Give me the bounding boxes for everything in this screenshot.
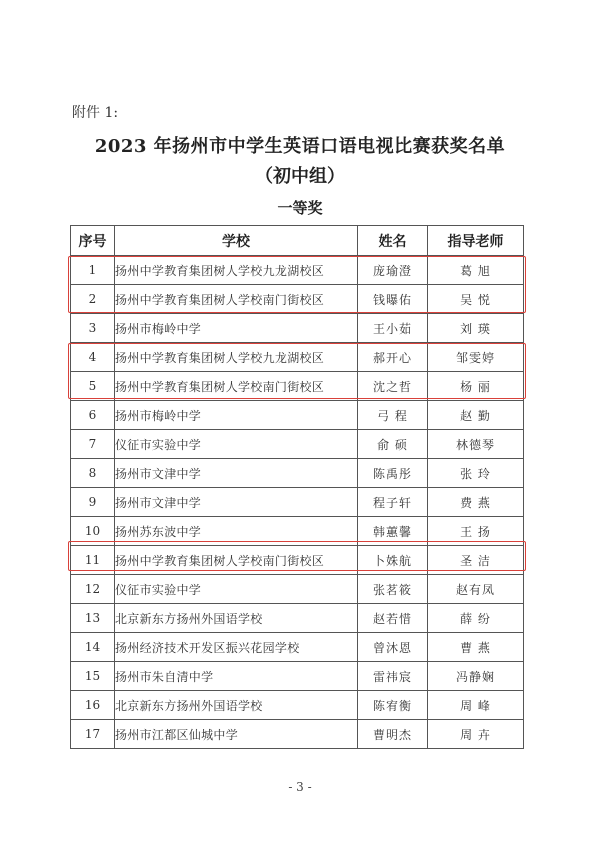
cell-no: 11 <box>71 546 115 575</box>
cell-name: 张茗筱 <box>358 575 428 604</box>
cell-school: 扬州中学教育集团树人学校南门街校区 <box>115 372 358 401</box>
cell-no: 10 <box>71 517 115 546</box>
cell-school: 仪征市实验中学 <box>115 430 358 459</box>
cell-name: 程子轩 <box>358 488 428 517</box>
cell-name: 郝开心 <box>358 343 428 372</box>
cell-teacher: 王 扬 <box>428 517 524 546</box>
cell-no: 1 <box>71 256 115 285</box>
cell-school: 扬州中学教育集团树人学校九龙湖校区 <box>115 256 358 285</box>
cell-no: 7 <box>71 430 115 459</box>
cell-name: 钱曝佑 <box>358 285 428 314</box>
cell-school: 扬州中学教育集团树人学校南门街校区 <box>115 546 358 575</box>
table-row <box>71 488 524 517</box>
cell-name: 雷祎宸 <box>358 662 428 691</box>
table-row <box>71 343 524 372</box>
cell-no: 12 <box>71 575 115 604</box>
table-row <box>71 314 524 343</box>
table-row <box>71 517 524 546</box>
table-row <box>71 430 524 459</box>
table-row <box>71 459 524 488</box>
table-row <box>71 285 524 314</box>
cell-no: 3 <box>71 314 115 343</box>
cell-no: 14 <box>71 633 115 662</box>
cell-name: 俞 硕 <box>358 430 428 459</box>
cell-name: 王小茹 <box>358 314 428 343</box>
cell-school: 北京新东方扬州外国语学校 <box>115 691 358 720</box>
cell-teacher: 周 卉 <box>428 720 524 749</box>
cell-name: 陈宥衡 <box>358 691 428 720</box>
cell-name: 卜姝航 <box>358 546 428 575</box>
table-row <box>71 691 524 720</box>
cell-school: 扬州市文津中学 <box>115 459 358 488</box>
cell-school: 扬州市朱自清中学 <box>115 662 358 691</box>
cell-name: 沈之哲 <box>358 372 428 401</box>
cell-name: 陈禹彤 <box>358 459 428 488</box>
table-row <box>71 401 524 430</box>
cell-no: 4 <box>71 343 115 372</box>
cell-no: 6 <box>71 401 115 430</box>
cell-school: 扬州市梅岭中学 <box>115 401 358 430</box>
cell-teacher: 圣 洁 <box>428 546 524 575</box>
cell-teacher: 赵 勤 <box>428 401 524 430</box>
cell-teacher: 林德琴 <box>428 430 524 459</box>
table-row <box>71 662 524 691</box>
cell-name: 曹明杰 <box>358 720 428 749</box>
cell-teacher: 刘 瑛 <box>428 314 524 343</box>
column-header-name: 姓名 <box>358 226 428 256</box>
table-row <box>71 256 524 285</box>
cell-no: 2 <box>71 285 115 314</box>
table-row <box>71 372 524 401</box>
table-row <box>71 604 524 633</box>
column-header-no: 序号 <box>71 226 115 256</box>
cell-no: 8 <box>71 459 115 488</box>
document-subtitle: （初中组） <box>255 166 345 187</box>
awards-table <box>70 225 524 749</box>
document-title: 2023 年扬州市中学生英语口语电视比赛获奖名单 <box>94 136 506 157</box>
cell-school: 北京新东方扬州外国语学校 <box>115 604 358 633</box>
cell-school: 扬州中学教育集团树人学校九龙湖校区 <box>115 343 358 372</box>
cell-school: 仪征市实验中学 <box>115 575 358 604</box>
table-row <box>71 720 524 749</box>
prize-level: 一等奖 <box>277 199 323 217</box>
cell-no: 5 <box>71 372 115 401</box>
cell-teacher: 薛 纷 <box>428 604 524 633</box>
cell-no: 15 <box>71 662 115 691</box>
cell-name: 韩蕙馨 <box>358 517 428 546</box>
cell-no: 17 <box>71 720 115 749</box>
cell-school: 扬州市梅岭中学 <box>115 314 358 343</box>
table-row <box>71 546 524 575</box>
cell-no: 13 <box>71 604 115 633</box>
cell-name: 赵若惜 <box>358 604 428 633</box>
cell-teacher: 吴 悦 <box>428 285 524 314</box>
table-row <box>71 633 524 662</box>
cell-school: 扬州中学教育集团树人学校南门街校区 <box>115 285 358 314</box>
cell-teacher: 杨 丽 <box>428 372 524 401</box>
cell-teacher: 邹雯婷 <box>428 343 524 372</box>
cell-teacher: 周 峰 <box>428 691 524 720</box>
cell-school: 扬州市江都区仙城中学 <box>115 720 358 749</box>
column-header-teacher: 指导老师 <box>428 226 524 256</box>
table-header-row <box>71 226 524 256</box>
attachment-label: 附件 1: <box>72 105 119 121</box>
cell-school: 扬州苏东波中学 <box>115 517 358 546</box>
cell-teacher: 赵有凤 <box>428 575 524 604</box>
cell-name: 弓 程 <box>358 401 428 430</box>
page-number: - 3 - <box>288 780 312 794</box>
cell-teacher: 葛 旭 <box>428 256 524 285</box>
cell-school: 扬州经济技术开发区振兴花园学校 <box>115 633 358 662</box>
cell-teacher: 张 玲 <box>428 459 524 488</box>
cell-no: 9 <box>71 488 115 517</box>
cell-no: 16 <box>71 691 115 720</box>
cell-teacher: 冯静娴 <box>428 662 524 691</box>
column-header-school: 学校 <box>115 226 358 256</box>
cell-school: 扬州市文津中学 <box>115 488 358 517</box>
cell-name: 曾沐恩 <box>358 633 428 662</box>
cell-name: 庞瑜澄 <box>358 256 428 285</box>
table-row <box>71 575 524 604</box>
cell-teacher: 费 燕 <box>428 488 524 517</box>
cell-teacher: 曹 燕 <box>428 633 524 662</box>
